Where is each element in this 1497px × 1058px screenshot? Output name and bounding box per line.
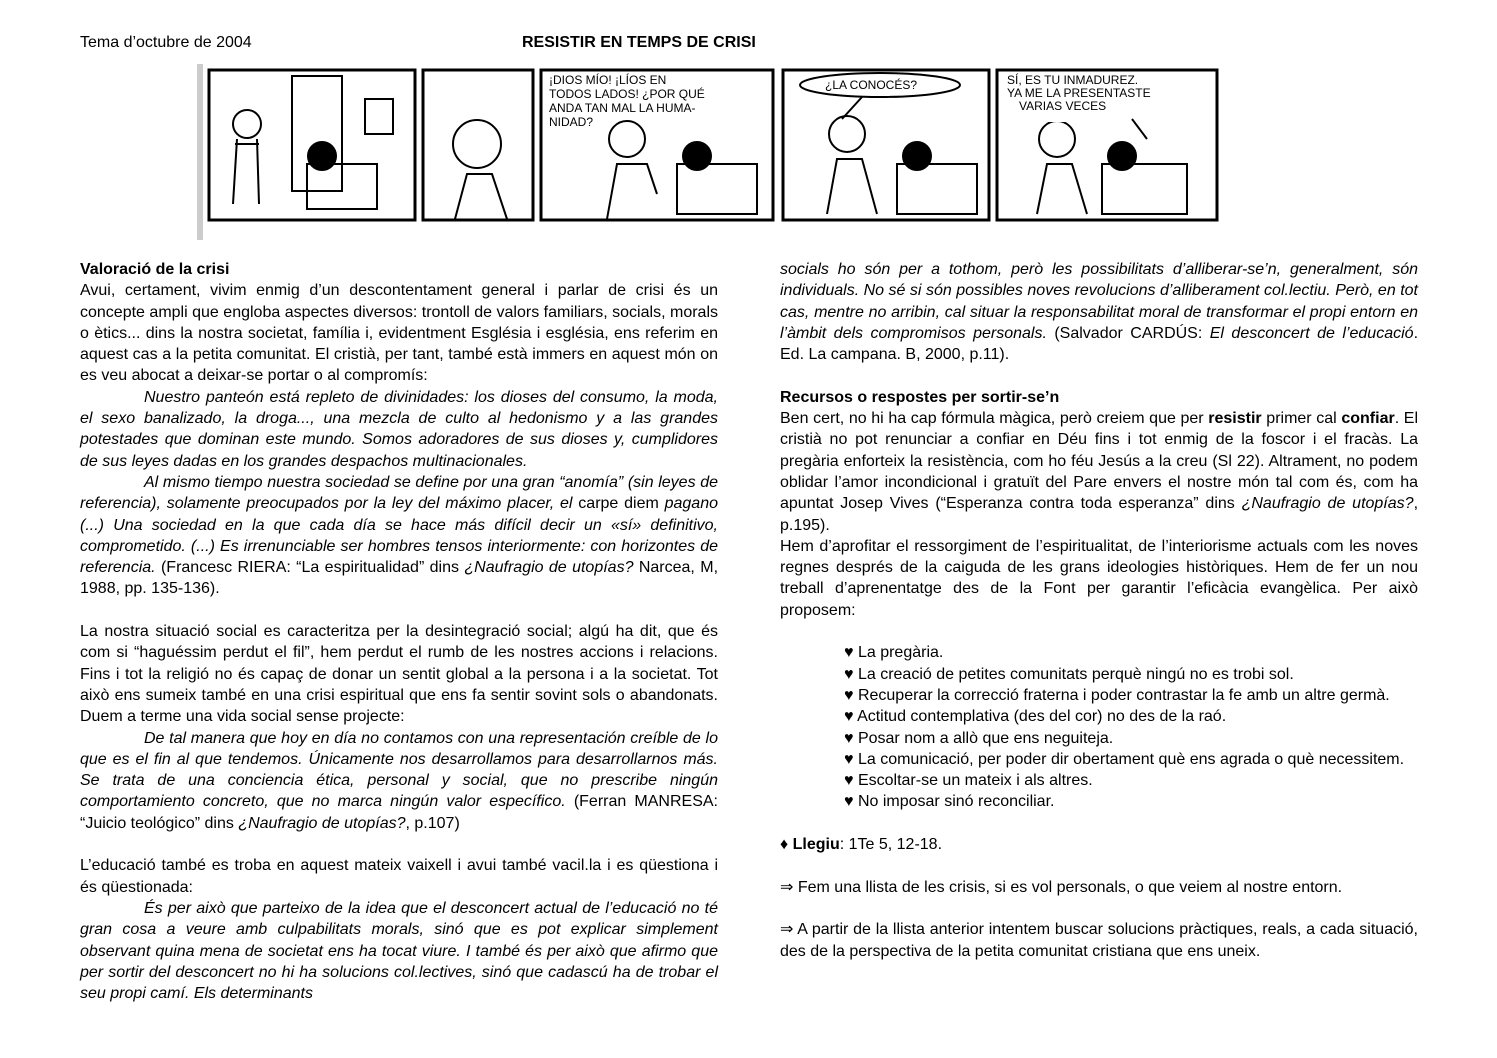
text-run: (Francesc RIERA: “La espiritualidad” dins (155, 559, 465, 577)
italic-text: pagano (...) Una sociedad en la que cada día se hace más difícil decir un «sí» definitivo, comprometido. (...) Es irrenunciable ser hombres tensos interiormente: con horizontes de referencia. (80, 495, 718, 577)
paragraph (780, 791, 1418, 812)
text-run: ♥ Actitud contemplativa (des del cor) no des de la raó. (844, 708, 1227, 726)
paragraph (780, 706, 1418, 727)
paragraph (80, 472, 718, 600)
text-run: : 1Te 5, 12-18. (839, 836, 943, 854)
blank-line (780, 898, 1418, 919)
paragraph (780, 919, 1418, 962)
text-run: Hem d’aprofitar el ressorgiment de l’espiritualitat, de l’interiorisme actuals com les noves regnes després de la caiguda de les grans ideologies històriques. Hem de fer un nou treball d’aprenentatge des de la Font per garantir l’eficàcia evangèlica. Per això proposem: (780, 537, 1418, 619)
paragraph (80, 621, 718, 727)
left-column (80, 259, 718, 1004)
paragraph (80, 259, 718, 280)
comic-strip (197, 64, 1227, 240)
bold-text: Recursos o respostes per sortir-se’n (780, 388, 1060, 406)
paragraph (780, 728, 1418, 749)
comic-panel-2 (423, 70, 533, 220)
speech-bubble-line: VARIAS VECES (1019, 99, 1107, 113)
paragraph (80, 855, 718, 898)
paragraph (780, 834, 1418, 855)
paragraph (780, 664, 1418, 685)
paragraph (780, 642, 1418, 663)
italic-text: ¿Naufragio de utopías? (1241, 495, 1414, 513)
header-topic-date: Tema d’octubre de 2004 (80, 34, 252, 51)
bold-text: Llegiu (792, 836, 840, 854)
blank-line (780, 813, 1418, 834)
document-title: RESISTIR EN TEMPS DE CRISI (522, 34, 756, 51)
text-run: La nostra situació social es caracteritza per la desintegració social; algú ha dit, que és com si “haguéssim perdut el fil”, hem perdut el rumb de les nostres accions i relacions. Fins i tot la religió no és capaç de donar un sentit global a la persona i a la societat. Tot això ens sumeix també en una crisi espiritual que ens fa sentir sovint sols o abandonats. Duem a terme una vida social sense projecte: (80, 623, 718, 726)
bold-text: Valoració de la crisi (80, 261, 230, 278)
right-column (780, 259, 1418, 962)
italic-text: ¿Naufragio de utopías? (464, 559, 634, 577)
text-run: Narcea, M, 1988, pp. 135-136). (80, 559, 719, 598)
text-run: ⇒ A partir de la llista anterior intentem buscar solucions pràctiques, reals, a cada situació, des de la perspectiva de la petita comunitat cristiana que ens uneix. (780, 921, 1418, 960)
italic-text: socials ho són per a tothom, però les possibilitats d’alliberar-se’n, generalment, són individuals. No sé si són possibles noves revolucions d’alliberament col.lectiu. Però, en tot cas, mentre no arribin, cal situar la responsabilitat moral de transformar el propi entorn en l’àmbit dels compromisos personals. (780, 261, 1418, 342)
italic-text: Nuestro panteón está repleto de divinidades: los dioses del consumo, la moda, el sexo banalizado, la droga..., una mezcla de culto al hedonismo y a las grandes potestades que dominan este mundo. Somos adoradores de sus dioses y, cumplidores de sus leyes dadas en los grandes despachos multinacionales. (80, 388, 718, 470)
text-run: ♥ La comunicació, per poder dir obertament què ens agrada o què necessitem. (844, 750, 1405, 768)
text-run: ♥ No imposar sinó reconciliar. (844, 793, 1055, 811)
text-run: L’educació també es troba en aquest mateix vaixell i avui també vacil.la i es qüestiona i és qüestionada: (80, 857, 718, 896)
text-run: primer cal (1261, 410, 1342, 428)
blank-line (780, 855, 1418, 876)
speech-bubble-line: ANDA TAN MAL LA HUMA- (549, 101, 696, 115)
paragraph (80, 280, 718, 386)
italic-text: El desconcert de l’educació (1209, 324, 1414, 342)
paragraph (780, 408, 1418, 536)
italic-text: ¿Naufragio de utopías? (238, 814, 406, 832)
text-run: ⇒ Fem una llista de les crisis, si es vol personals, o que veiem al nostre entorn. (780, 878, 1343, 896)
blank-line (80, 600, 718, 621)
text-run: . Ed. La campana. B, 2000, p.11). (780, 324, 1419, 364)
speech-bubble-line: YA ME LA PRESENTASTE (1007, 86, 1151, 100)
paragraph (780, 770, 1418, 791)
speech-bubble-line: NIDAD? (549, 115, 594, 129)
text-run: ♥ La creació de petites comunitats perquè ningú no es trobi sol. (844, 665, 1294, 683)
blank-line (780, 365, 1418, 386)
text-run: (Ferran MANRESA: “Juicio teológico” dins (80, 793, 718, 832)
text-run: , p.195). (780, 495, 1419, 534)
bold-text: resistir (1208, 410, 1262, 428)
paragraph (780, 259, 1418, 365)
speech-bubble-line: ¡DIOS MÍO! ¡LÍOS EN (549, 73, 667, 87)
text-run: (Salvador CARDÚS: (1046, 324, 1210, 342)
speech-bubble-line: SÍ, ES TU INMADUREZ. (1007, 73, 1139, 87)
speech-bubble-line: ¿LA CONOCÉS? (825, 78, 918, 92)
speech-bubble-line: TODOS LADOS! ¿POR QUÉ (549, 87, 705, 101)
text-run: ♥ Recuperar la correcció fraterna i poder contrastar la fe amb un altre germà. (844, 686, 1390, 704)
text-run: , p.107) (405, 814, 460, 832)
paragraph (80, 728, 718, 834)
paragraph (780, 877, 1418, 898)
text-run: ♥ La pregària. (844, 644, 944, 662)
italic-text: De tal manera que hoy en día no contamos con una representación creíble de lo que es el fin al que tendemos. Únicamente nos desarrollamos para desarrollarnos más. Se trata de una conciencia ética, personal y social, que no prescribe ningún comportamiento concreto, que no marca ningún valor específico. (80, 729, 718, 811)
paragraph (780, 749, 1418, 770)
paragraph (780, 685, 1418, 706)
italic-text: És per això que parteixo de la idea que el desconcert actual de l’educació no té gran cosa a veure amb culpabilitats morals, sinó que es pot explicar simplement observant quina mena de societat ens ha tocat viure. I també és per això que afirmo que per sortir del desconcert no hi ha solucions col.lectives, sinó que cadascú ha de trobar el seu propi camí. Els determinants (80, 899, 718, 1003)
text-run: . El cristià no pot renunciar a confiar en Déu fins i tot enmig de la foscor i el fracàs. La pregària enforteix la resistència, com ho féu Jesús a la creu (Sl 22). Altrament, no podem oblidar l’amor incondicional i gratuït del Pare envers el nostre món tal com és, com ha apuntat Josep Vives (“Esperanza contra toda esperanza” dins (780, 410, 1419, 513)
text-run: ♦ (780, 836, 793, 854)
paragraph (780, 536, 1418, 621)
blank-line (80, 834, 718, 855)
text-run: carpe diem (578, 495, 665, 513)
text-run: ♥ Posar nom a allò que ens neguiteja. (844, 729, 1114, 747)
text-run: Ben cert, no hi ha cap fórmula màgica, però creiem que per (780, 410, 1209, 428)
text-run: ♥ Escoltar-se un mateix i als altres. (844, 772, 1093, 790)
italic-text: Al mismo tiempo nuestra sociedad se define por una gran “anomía” (sin leyes de referencia), solamente preocupados por la ley del máximo placer, el (80, 473, 718, 513)
paragraph (80, 387, 718, 472)
paragraph (80, 898, 718, 1004)
bold-text: confiar (1341, 410, 1395, 428)
paragraph (780, 387, 1418, 408)
blank-line (780, 621, 1418, 642)
text-run: Avui, certament, vivim enmig d’un descontentament general i parlar de crisi és un concepte ampli que engloba aspectes diversos: trontoll de valors familiars, socials, morals o ètics... dins la nostra societat, família i, evidentment Església i església, ens referim en aquest cas a la petita comunitat. El cristià, per tant, també està immers en aquest món on es veu abocat a deixar-se portar o al compromís: (80, 282, 718, 385)
